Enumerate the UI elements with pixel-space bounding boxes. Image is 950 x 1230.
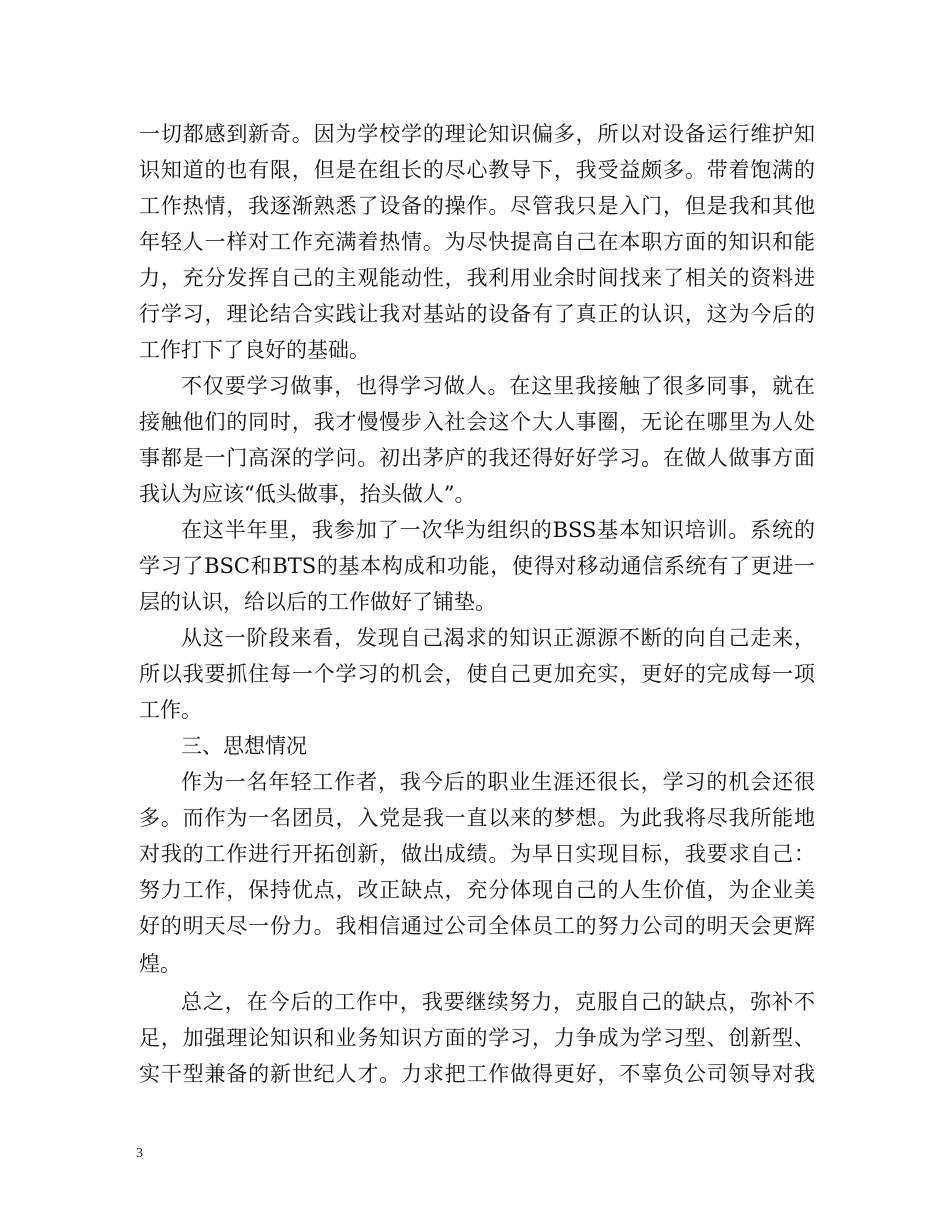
text-line: 力，充分发挥自己的主观能动性，我利用业余时间找来了相关的资料进 [139,266,815,290]
text-line: 接触他们的同时，我才慢慢步入社会这个大人事圈，无论在哪里为人处 [139,410,815,434]
text-line: 不仅要学习做事，也得学习做人。在这里我接触了很多同事，就在 [181,374,815,398]
text-line: 年轻人一样对工作充满着热情。为尽快提高自己在本职方面的知识和能 [139,230,815,254]
section-heading [139,728,815,764]
text-line: 好的明天尽一份力。我相信通过公司全体员工的努力公司的明天会更辉 [139,914,815,938]
text-line: 层的认识，给以后的工作做好了铺垫。 [139,590,496,614]
text-line: 所以我要抓住每一个学习的机会，使自己更加充实，更好的完成每一项 [139,662,815,686]
text-line: 作为一名年轻工作者，我今后的职业生涯还很长，学习的机会还很 [181,770,815,794]
text-line: 工作热情，我逐渐熟悉了设备的操作。尽管我只是入门，但是我和其他 [139,194,815,218]
text-line: 我认为应该“低头做事，抬头做人”。 [139,482,476,506]
paragraph [139,764,815,984]
text-line: 在这半年里，我参加了一次华为组织的BSS基本知识培训。系统的 [181,518,815,542]
text-line: 学习了BSC和BTS的基本构成和功能，使得对移动通信系统有了更进一 [139,554,815,578]
paragraph [139,620,815,728]
page-number: 3 [136,1146,143,1161]
text-line: 多。而作为一名团员，入党是我一直以来的梦想。为此我将尽我所能地 [139,806,815,830]
text-line: 足，加强理论知识和业务知识方面的学习，力争成为学习型、创新型、 [139,1026,815,1050]
text-line: 实干型兼备的新世纪人才。力求把工作做得更好，不辜负公司领导对我 [139,1062,815,1086]
text-line: 工作打下了良好的基础。 [139,338,370,362]
document-body [139,116,815,1092]
text-line: 努力工作，保持优点，改正缺点，充分体现自己的人生价值，为企业美 [139,878,815,902]
text-line: 识知道的也有限，但是在组长的尽心教导下，我受益颇多。带着饱满的 [139,158,815,182]
text-line: 煌。 [139,952,181,976]
paragraph [139,512,815,620]
text-line: 行学习，理论结合实践让我对基站的设备有了真正的认识，这为今后的 [139,302,815,326]
text-line: 总之，在今后的工作中，我要继续努力，克服自己的缺点，弥补不 [181,990,815,1014]
text-line: 从这一阶段来看，发现自己渴求的知识正源源不断的向自己走来， [181,626,815,650]
text-line: 工作。 [139,698,202,722]
paragraph [139,984,815,1092]
text-line: 事都是一门高深的学问。初出茅庐的我还得好好学习。在做人做事方面 [139,446,815,470]
text-line: 一切都感到新奇。因为学校学的理论知识偏多，所以对设备运行维护知 [139,122,815,146]
paragraph [139,368,815,512]
paragraph [139,116,815,368]
text-line: 对我的工作进行开拓创新，做出成绩。为早日实现目标，我要求自己： [139,842,815,866]
section-heading-text: 三、思想情况 [181,734,307,758]
